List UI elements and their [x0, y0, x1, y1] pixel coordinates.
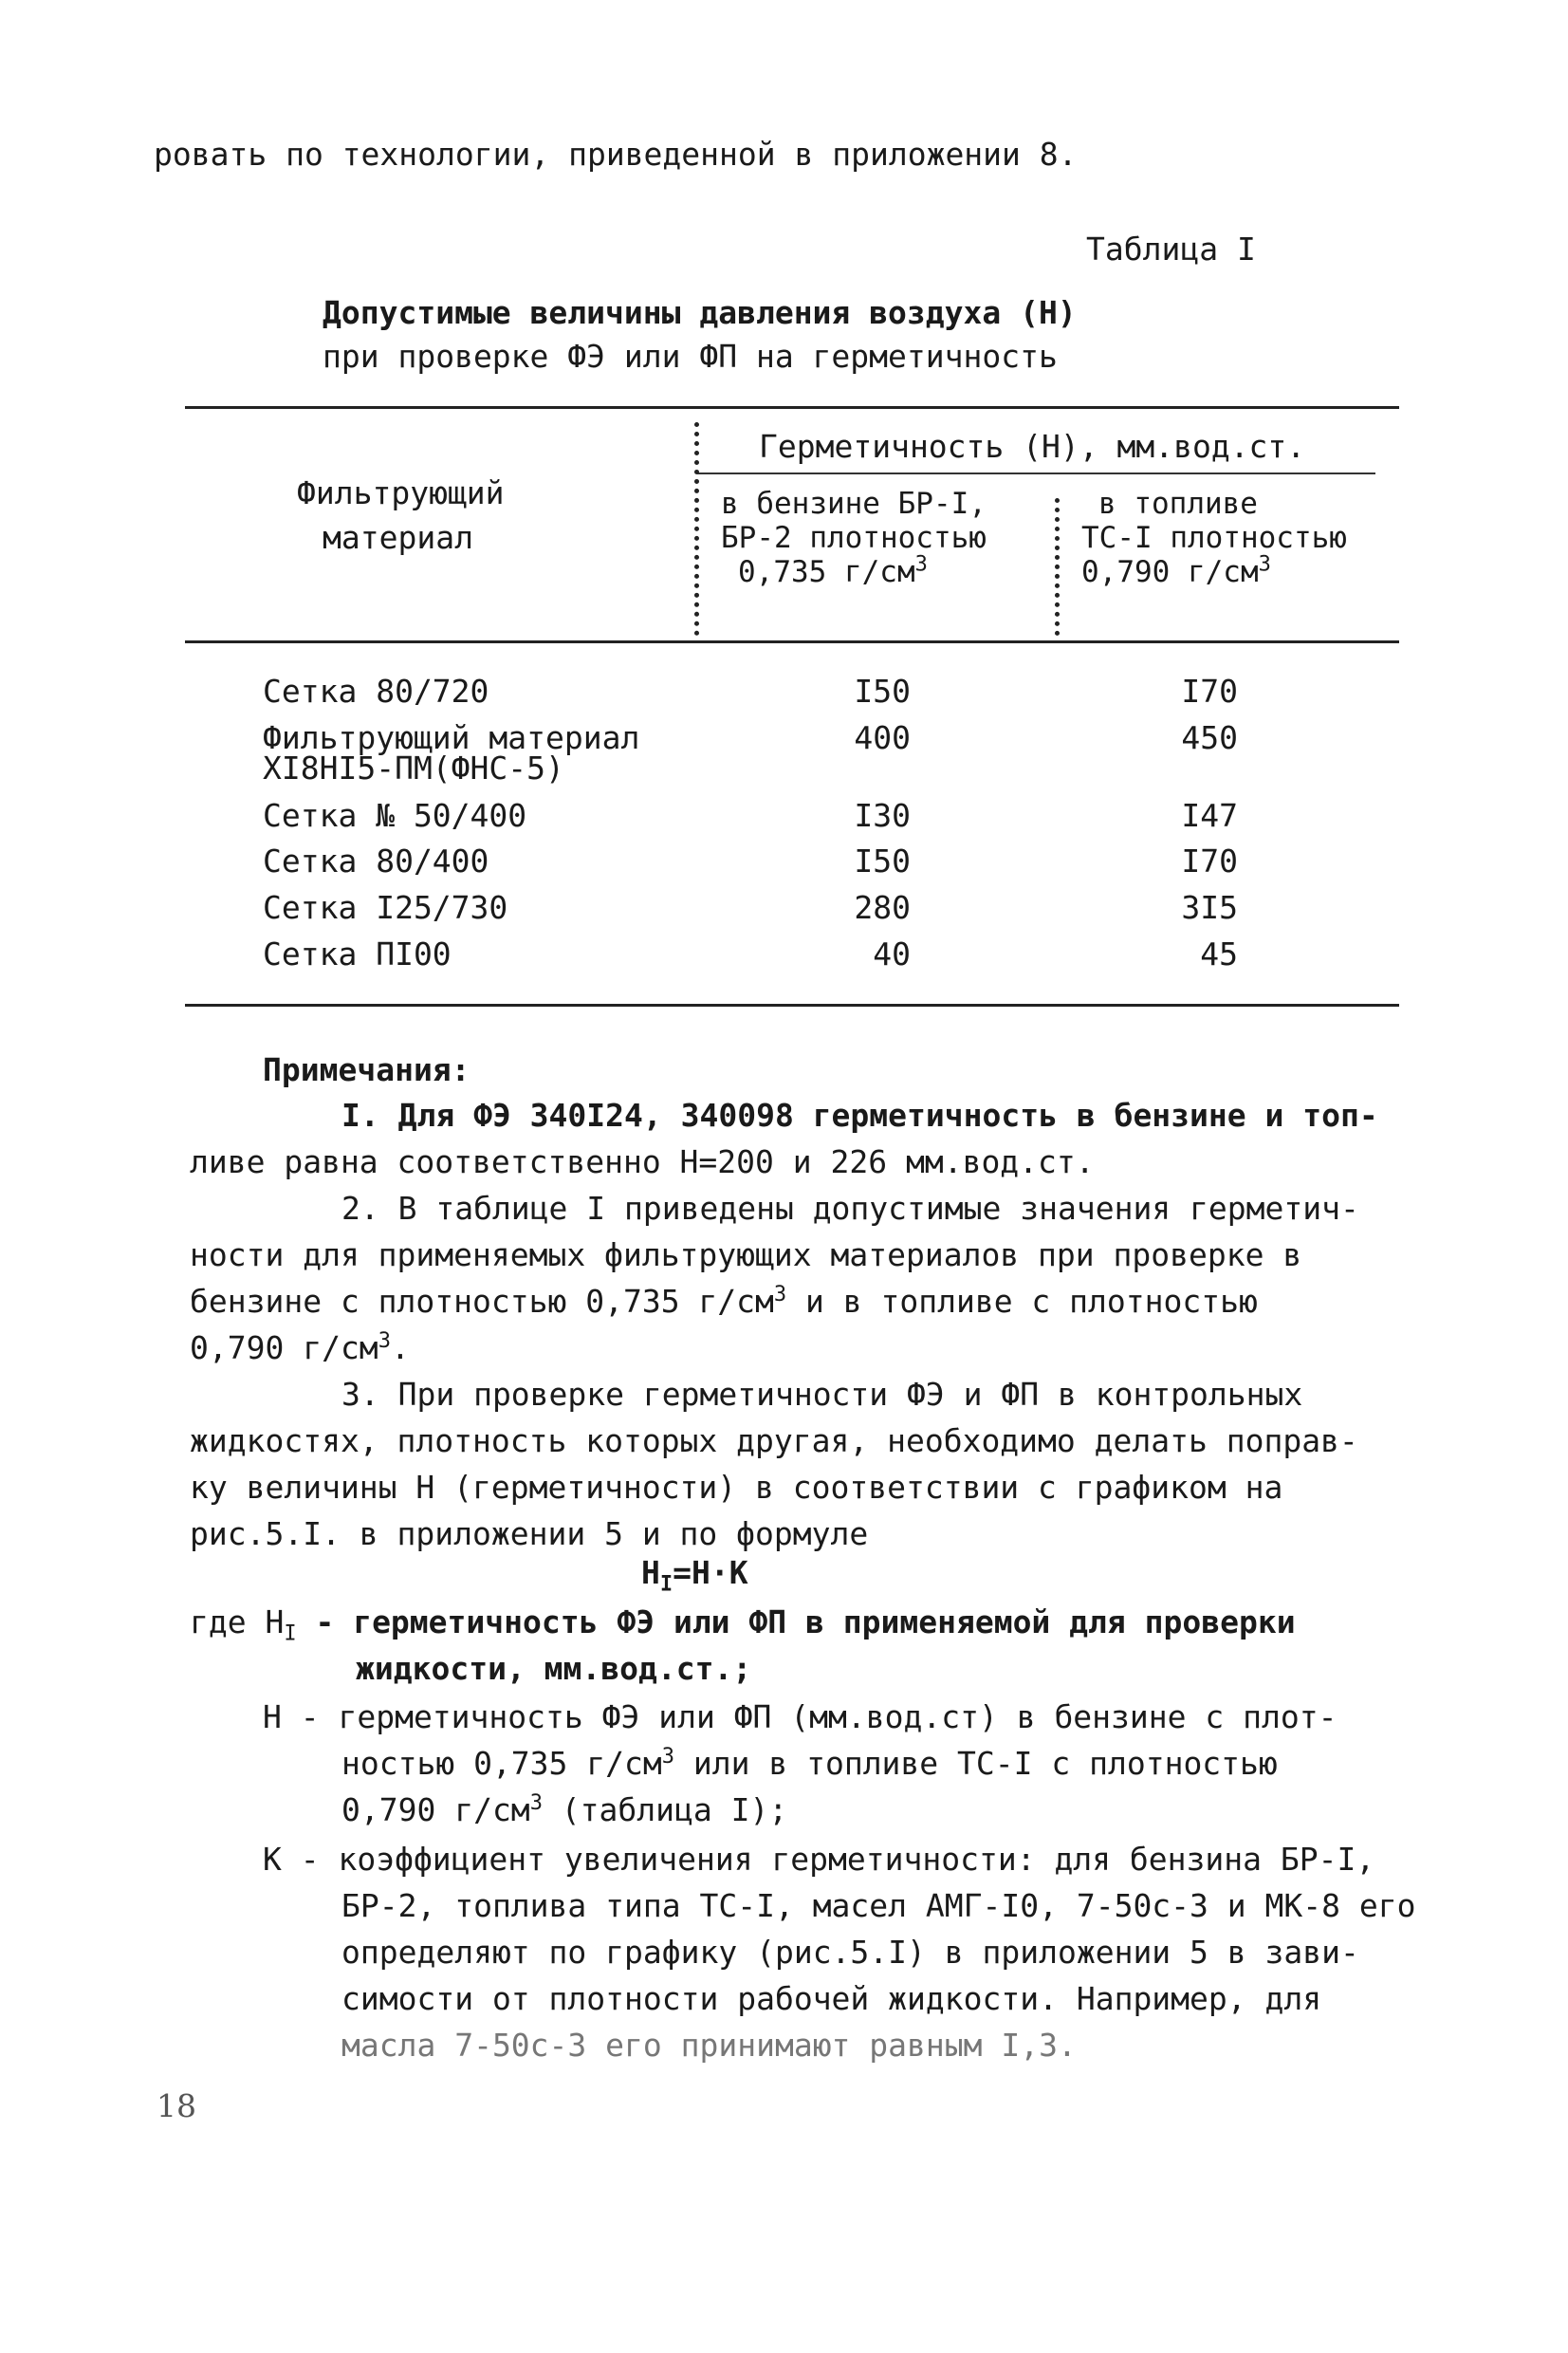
note-2-line3-a: бензине с плотностью 0,735 г/см [190, 1283, 774, 1320]
formula-sub: I [659, 1572, 673, 1597]
header-col-b-line2: ТС-I плотностью [1081, 521, 1347, 555]
table-title-line2: при проверке ФЭ или ФП на герметичность [323, 338, 1058, 375]
row-1-col-a: I50 [854, 673, 911, 710]
group-header-rule [697, 472, 1375, 474]
note-2-line3-sup: 3 [773, 1283, 787, 1306]
row-5-col-a: 280 [854, 889, 911, 926]
def-where-sub: I [284, 1621, 297, 1646]
table-top-rule [185, 406, 1399, 409]
header-col-b-sup: 3 [1258, 552, 1271, 577]
def-where: где Н [190, 1603, 285, 1640]
def-3-line2: БР-2, топлива типа ТС-I, масел АМГ-I0, 7-50с-3 и МК-8 его [341, 1887, 1416, 1924]
row-2-material-line2: XI8HI5-ПМ(ФНС-5) [263, 750, 564, 787]
def-1-line1 [190, 1603, 1296, 1646]
header-col-a-sup: 3 [914, 552, 928, 577]
row-4-col-a: I50 [854, 843, 911, 880]
def-2-line3 [341, 1791, 787, 1829]
note-3-line3: ку величины Н (герметичности) в соответствии с графиком на [190, 1469, 1283, 1506]
row-5-material: Сетка I25/730 [263, 889, 508, 926]
intro-line: ровать по технологии, приведенной в приложении 8. [154, 136, 1078, 173]
column-separator-1 [694, 422, 699, 636]
def-2-line3-sup: 3 [529, 1791, 543, 1815]
note-3-line4: рис.5.I. в приложении 5 и по формуле [190, 1515, 869, 1552]
table-title-line1: Допустимые величины давления воздуха (Н) [323, 294, 1077, 331]
notes-heading: Примечания: [263, 1051, 470, 1088]
row-6-material: Сетка ПI00 [263, 936, 452, 973]
row-1-col-b: I70 [1181, 673, 1238, 710]
header-col-a-line3 [738, 552, 928, 589]
def-1-line2: жидкости, мм.вод.ст.; [356, 1650, 752, 1687]
column-separator-2 [1055, 498, 1060, 636]
formula [641, 1554, 748, 1597]
header-col-b-line3 [1081, 552, 1271, 589]
def-2-line3-b: (таблица I); [542, 1791, 788, 1828]
note-2-line3-b: и в топливе с плотностью [786, 1283, 1258, 1320]
def-3-line4: симости от плотности рабочей жидкости. Например, для [341, 1980, 1322, 2017]
def-2-line2 [341, 1745, 1278, 1783]
note-2-line3 [190, 1283, 1258, 1321]
row-2-col-b: 450 [1181, 719, 1238, 756]
formula-lhs: Н [641, 1554, 660, 1591]
table-label: Таблица I [1086, 231, 1256, 268]
row-6-col-a: 40 [873, 936, 911, 973]
note-2-line4-sup: 3 [378, 1329, 391, 1353]
row-4-col-b: I70 [1181, 843, 1238, 880]
header-material-line2: материал [323, 519, 473, 556]
def-2-line2-sup: 3 [661, 1745, 675, 1769]
note-2-line4-b: . [390, 1329, 410, 1366]
def-2-line3-a: 0,790 г/см [341, 1791, 530, 1828]
note-2-line4-a: 0,790 г/см [190, 1329, 378, 1366]
note-3-line1: 3. При проверке герметичности ФЭ и ФП в контрольных [341, 1376, 1303, 1413]
row-3-col-a: I30 [854, 797, 911, 834]
header-group: Герметичность (Н), мм.вод.ст. [759, 428, 1306, 465]
table-bottom-rule [185, 1004, 1399, 1007]
def-2-line2-a: ностью 0,735 г/см [341, 1745, 662, 1782]
row-2-material: Фильтрующий материал [263, 719, 640, 756]
header-col-a-unit: 0,735 г/см [738, 555, 915, 589]
header-col-a-line2: БР-2 плотностью [721, 521, 987, 555]
note-2-line1: 2. В таблице I приведены допустимые значения герметич- [341, 1190, 1359, 1227]
formula-rhs: =Н·К [673, 1554, 748, 1591]
row-6-col-b: 45 [1200, 936, 1238, 973]
row-3-material: Сетка № 50/400 [263, 797, 527, 834]
table-header-bottom-rule [185, 640, 1399, 643]
note-3-line2: жидкостях, плотность которых другая, необходимо делать поправ- [190, 1422, 1358, 1459]
header-col-b-line1: в топливе [1098, 487, 1258, 521]
def-3-line5: масла 7-50с-3 его принимают равным I,3. [341, 2027, 1077, 2064]
header-material-line1: Фильтрующий [297, 474, 505, 511]
def-2-line1: Н - герметичность ФЭ или ФП (мм.вод.ст) в бензине с плот- [263, 1698, 1337, 1735]
row-4-material: Сетка 80/400 [263, 843, 489, 880]
def-3-line3: определяют по графику (рис.5.I) в приложении 5 в зави- [341, 1934, 1359, 1971]
page-number: 18 [157, 2087, 196, 2124]
def-2-line2-b: или в топливе ТС-I с плотностью [674, 1745, 1278, 1782]
row-5-col-b: 3I5 [1181, 889, 1238, 926]
def-3-line1: К - коэффициент увеличения герметичности: для бензина БР-I, [263, 1841, 1375, 1878]
header-col-a-line1: в бензине БР-I, [721, 487, 987, 521]
row-3-col-b: I47 [1181, 797, 1238, 834]
def-1-text: - герметичность ФЭ или ФП в применяемой для проверки [296, 1603, 1296, 1640]
note-1-line1: I. Для ФЭ 340I24, 340098 герметичность в бензине и топ- [341, 1097, 1378, 1134]
note-2-line4 [190, 1329, 410, 1367]
row-1-material: Сетка 80/720 [263, 673, 489, 710]
row-2-col-a: 400 [854, 719, 911, 756]
note-1-line2: ливе равна соответственно Н=200 и 226 мм.вод.ст. [190, 1143, 1095, 1180]
header-col-b-unit: 0,790 г/см [1081, 555, 1259, 589]
note-2-line2: ности для применяемых фильтрующих материалов при проверке в [190, 1236, 1302, 1273]
